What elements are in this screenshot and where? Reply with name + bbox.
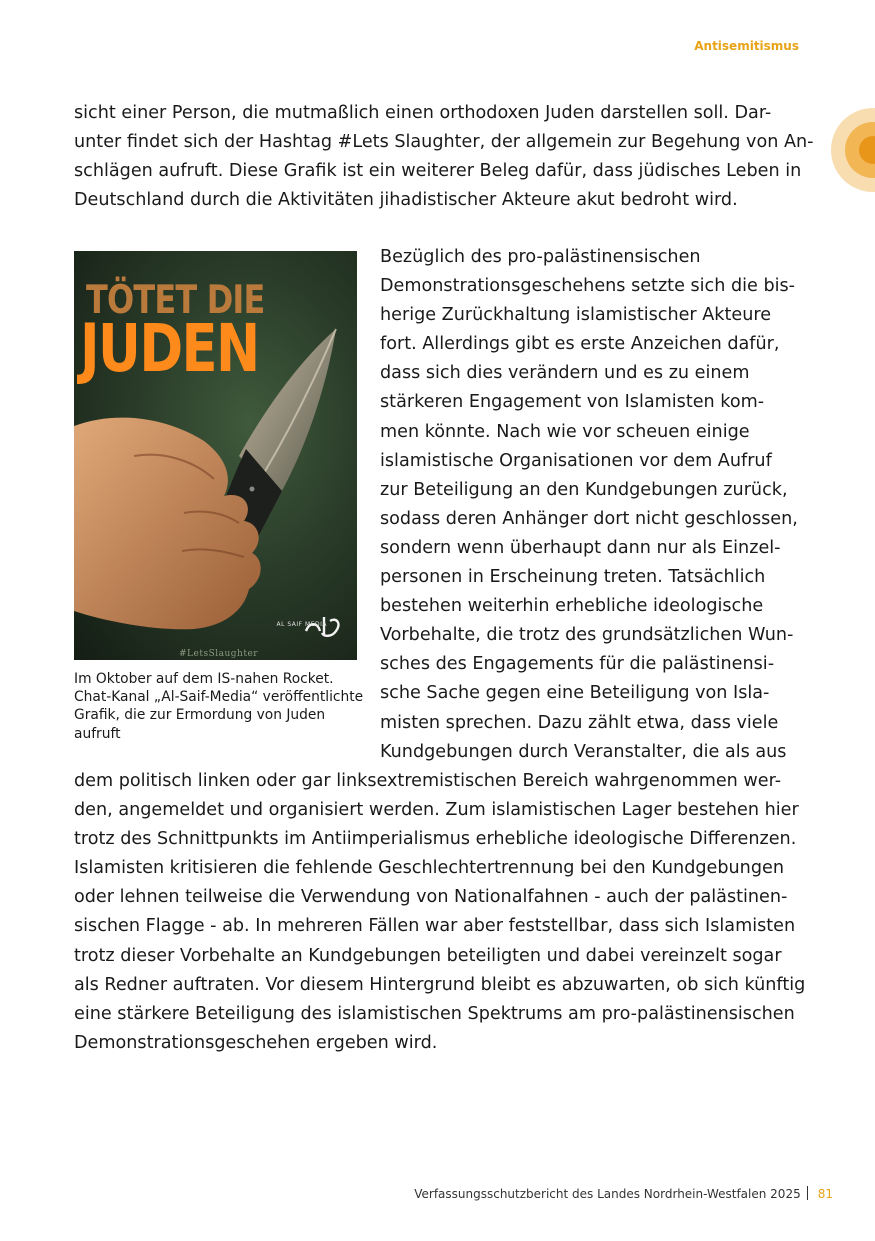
text-line: islamistische Organisationen vor dem Aufruf xyxy=(380,450,772,471)
caption-line: aufruft xyxy=(74,725,121,742)
text-line: eine stärkere Beteiligung des islamistischen Spektrums am pro-palästinensischen xyxy=(74,1003,795,1024)
text-line: schlägen aufruft. Diese Grafik ist ein weiterer Beleg dafür, dass jüdisches Leben in xyxy=(74,161,802,182)
footer-divider xyxy=(807,1186,808,1200)
text-line: oder lehnen teilweise die Verwendung von Nationalfahnen - auch der palästinen- xyxy=(74,887,788,908)
text-line: unter findet sich der Hashtag #Lets Slaughter, der allgemein zur Begehung von An- xyxy=(74,132,814,153)
text-line: Islamisten kritisieren die fehlende Geschlechtertrennung bei den Kundgebungen xyxy=(74,858,784,879)
text-line: sondern wenn überhaupt dann nur als Einzel- xyxy=(380,537,781,558)
text-line: Deutschland durch die Aktivitäten jihadistischer Akteure akut bedroht wird. xyxy=(74,190,738,211)
text-line: trotz dieser Vorbehalte an Kundgebungen beteiligten und dabei vereinzelt sogar xyxy=(74,945,782,966)
text-line: trotz des Schnittpunkts im Antiimperialismus erhebliche ideologische Differenzen. xyxy=(74,829,797,850)
text-line: als Redner auftraten. Vor diesem Hintergrund bleibt es abzuwarten, ob sich künftig xyxy=(74,974,806,995)
section-header: Antisemitismus xyxy=(694,39,799,53)
page-footer xyxy=(414,1186,833,1201)
text-line: sischen Flagge - ab. In mehreren Fällen war aber feststellbar, dass sich Islamisten xyxy=(74,916,796,937)
poster-headline-top: TÖTET DIE xyxy=(86,278,265,323)
text-line: sches des Engagements für die palästinensi- xyxy=(380,654,775,675)
propaganda-poster-image xyxy=(74,251,357,660)
caption-line: Im Oktober auf dem IS-nahen Rocket. xyxy=(74,671,334,687)
intro-paragraph xyxy=(74,99,814,215)
text-line: Bezüglich des pro-palästinensischen xyxy=(380,247,701,267)
text-line: den, angemeldet und organisiert werden. Zum islamistischen Lager bestehen hier xyxy=(74,800,799,821)
page-number: 81 xyxy=(817,1187,833,1201)
poster-hashtag: #LetsSlaughter xyxy=(179,649,259,659)
text-line: fort. Allerdings gibt es erste Anzeichen dafür, xyxy=(380,334,780,355)
text-line: Demonstrationsgeschehens setzte sich die bis- xyxy=(380,276,796,297)
text-line: misten sprechen. Dazu zählt etwa, dass viele xyxy=(380,712,779,733)
text-line: men könnte. Nach wie vor scheuen einige xyxy=(380,421,750,442)
caption-line: Chat-Kanal „Al-Saif-Media“ veröffentlichte xyxy=(74,689,364,706)
text-line: sodass deren Anhänger dort nicht geschlossen, xyxy=(380,508,798,529)
text-line: dem politisch linken oder gar linksextremistischen Bereich wahrgenommen wer- xyxy=(74,771,782,791)
text-line: Vorbehalte, die trotz des grundsätzlichen Wun- xyxy=(380,625,794,646)
footer-title: Verfassungsschutzbericht des Landes Nordrhein-Westfalen 2025 xyxy=(414,1187,801,1201)
text-line: bestehen weiterhin erhebliche ideologische xyxy=(380,596,764,617)
figure-caption xyxy=(74,670,364,743)
text-line: stärkeren Engagement von Islamisten kom- xyxy=(380,392,765,413)
text-line: Kundgebungen durch Veranstalter, die als aus xyxy=(380,741,787,762)
text-line: personen in Erscheinung treten. Tatsächlich xyxy=(380,567,766,588)
text-line: sche Sache gegen eine Beteiligung von Isla- xyxy=(380,683,770,704)
text-line: zur Beteiligung an den Kundgebungen zurück, xyxy=(380,479,788,500)
decorative-circle-icon xyxy=(831,108,875,192)
text-line: Demonstrationsgeschehen ergeben wird. xyxy=(74,1032,438,1053)
text-line: dass sich dies verändern und es zu einem xyxy=(380,363,750,384)
figure xyxy=(74,251,364,743)
poster-headline-main: JUDEN xyxy=(80,310,259,387)
body-paragraph-full xyxy=(74,767,804,1058)
caption-line: Grafik, die zur Ermordung von Juden xyxy=(74,707,326,724)
body-paragraph-column xyxy=(380,243,810,767)
text-line: herige Zurückhaltung islamistischer Akteure xyxy=(380,305,772,326)
poster-logo-label: AL SAIF MEDIA xyxy=(276,621,327,628)
text-line: sicht einer Person, die mutmaßlich einen orthodoxen Juden darstellen soll. Dar- xyxy=(74,103,772,123)
